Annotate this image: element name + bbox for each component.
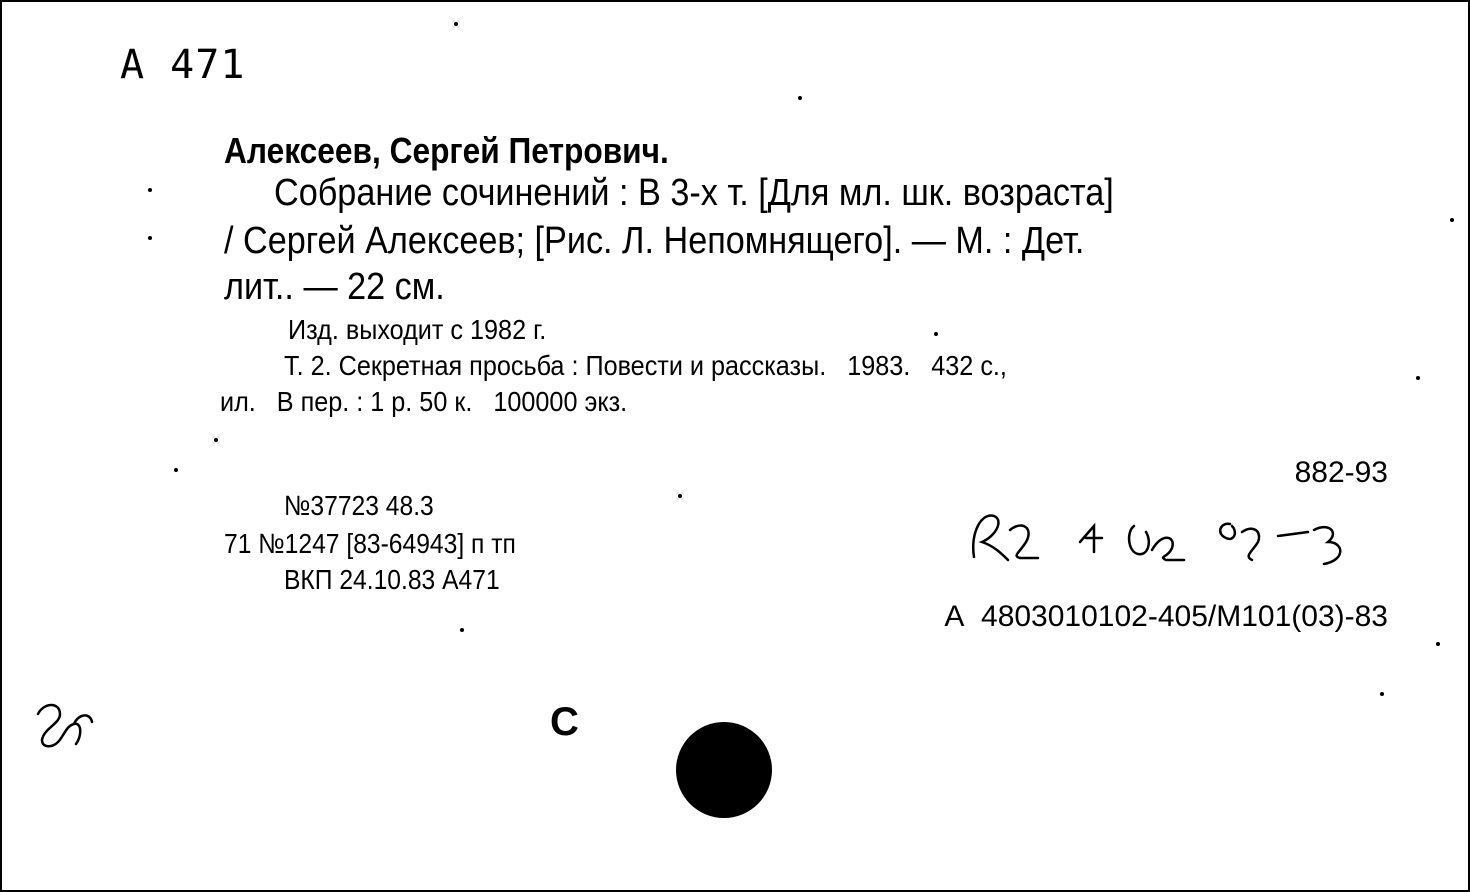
handwritten-mark bbox=[30, 696, 100, 756]
scan-speck bbox=[934, 332, 938, 336]
scan-speck bbox=[1416, 376, 1420, 380]
scan-speck bbox=[1380, 692, 1384, 696]
scan-speck bbox=[148, 188, 152, 192]
title-line-2: / Сергей Алексеев; [Рис. Л. Непомнящего]. — М. : Дет. bbox=[224, 220, 1085, 262]
handwritten-annotation bbox=[962, 502, 1432, 572]
service-line-1: №37723 48.3 bbox=[284, 490, 434, 521]
scan-speck bbox=[460, 628, 464, 632]
punch-hole bbox=[676, 722, 772, 818]
scan-speck bbox=[1450, 218, 1454, 222]
scan-speck bbox=[798, 96, 802, 100]
scan-speck bbox=[174, 468, 178, 472]
scan-speck bbox=[678, 494, 682, 498]
service-line-2: 71 №1247 [83-64943] п тп bbox=[224, 528, 516, 559]
author-heading: Алексеев, Сергей Петрович. bbox=[224, 130, 669, 171]
volume-note: Т. 2. Секретная просьба : Повести и рассказы. 1983. 432 с., bbox=[284, 350, 1007, 381]
letter-mark: С bbox=[550, 700, 579, 744]
isbn-line: А 4803010102-405/М101(03)-83 bbox=[944, 600, 1388, 633]
service-line-3: ВКП 24.10.83 А471 bbox=[284, 564, 500, 595]
scan-speck bbox=[214, 438, 218, 442]
volume-note-continued: ил. В пер. : 1 р. 50 к. 100000 экз. bbox=[220, 386, 628, 417]
scan-speck bbox=[148, 236, 152, 240]
title-line-3: лит.. — 22 см. bbox=[224, 266, 445, 308]
publication-note: Изд. выходит с 1982 г. bbox=[288, 314, 547, 345]
shelf-mark: А 471 bbox=[120, 42, 246, 88]
title-line-1: Собрание сочинений : В 3-х т. [Для мл. шк. возраста] bbox=[274, 172, 1114, 214]
order-number: 882-93 bbox=[1294, 456, 1388, 489]
scan-speck bbox=[1436, 642, 1440, 646]
scan-speck bbox=[454, 22, 458, 26]
